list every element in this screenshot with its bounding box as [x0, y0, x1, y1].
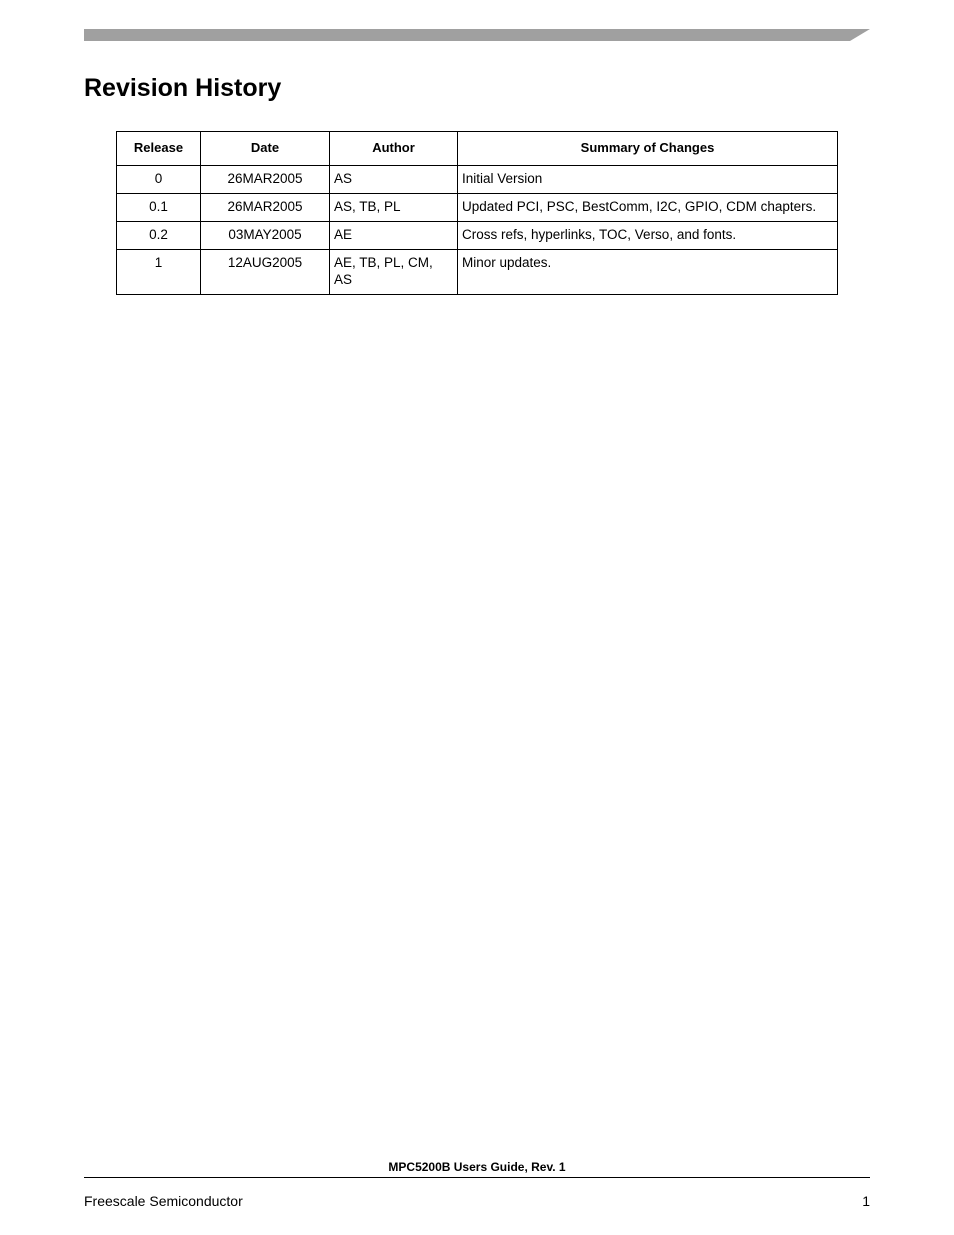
table-row	[117, 166, 838, 194]
date-cell: 26MAR2005	[201, 194, 330, 222]
summary-cell: Cross refs, hyperlinks, TOC, Verso, and fonts.	[458, 222, 838, 250]
release-cell: 0	[117, 166, 201, 194]
table-row	[117, 194, 838, 222]
summary-cell: Updated PCI, PSC, BestComm, I2C, GPIO, CDM chapters.	[458, 194, 838, 222]
date-cell: 03MAY2005	[201, 222, 330, 250]
summary-cell: Initial Version	[458, 166, 838, 194]
footer-divider	[84, 1177, 870, 1178]
author-cell: AS	[330, 166, 458, 194]
date-cell: 26MAR2005	[201, 166, 330, 194]
release-cell: 1	[117, 250, 201, 295]
revision-history-table	[116, 131, 838, 295]
footer-document-title: MPC5200B Users Guide, Rev. 1	[388, 1160, 566, 1174]
table-header-row	[117, 132, 838, 166]
column-header-summary: Summary of Changes	[458, 132, 838, 166]
date-cell: 12AUG2005	[201, 250, 330, 295]
footer-company: Freescale Semiconductor	[84, 1193, 243, 1209]
author-cell: AE	[330, 222, 458, 250]
table-row	[117, 222, 838, 250]
column-header-date: Date	[201, 132, 330, 166]
column-header-release: Release	[117, 132, 201, 166]
table-row	[117, 250, 838, 295]
footer-page-number: 1	[862, 1193, 870, 1209]
release-cell: 0.1	[117, 194, 201, 222]
author-cell: AS, TB, PL	[330, 194, 458, 222]
page-title: Revision History	[84, 74, 282, 102]
release-cell: 0.2	[117, 222, 201, 250]
author-cell: AE, TB, PL, CM, AS	[330, 250, 458, 295]
summary-cell: Minor updates.	[458, 250, 838, 295]
column-header-author: Author	[330, 132, 458, 166]
header-bar	[84, 29, 870, 41]
